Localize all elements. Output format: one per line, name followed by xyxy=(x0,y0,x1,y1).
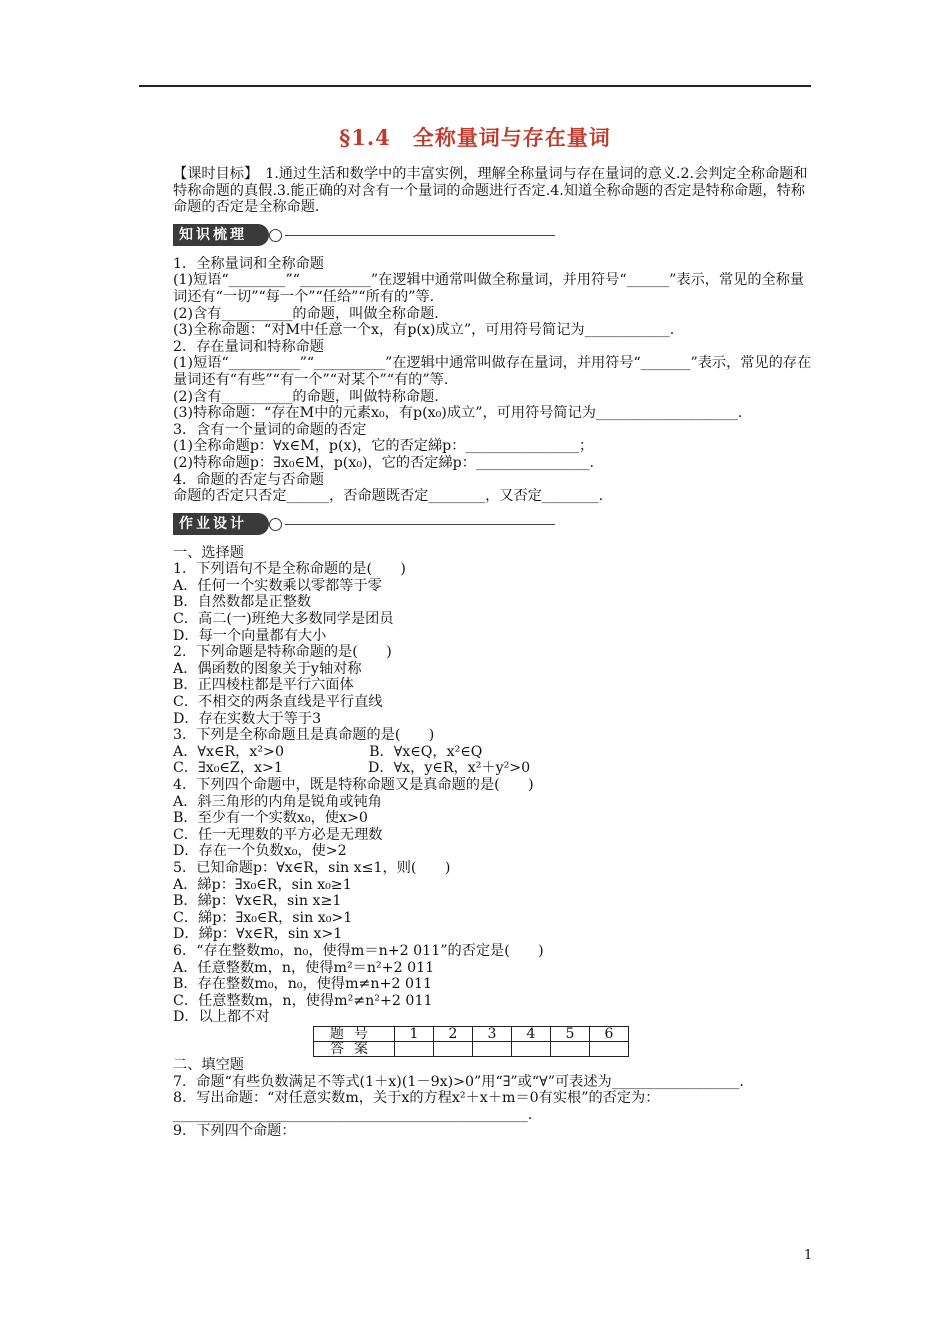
option-line: C．任一无理数的平方必是无理数 xyxy=(173,826,383,843)
question-line: 3．下列是全称命题且是真命题的是( ) xyxy=(173,727,435,744)
option-line: A．任意整数m，n，使得m²＝n²+2 011 xyxy=(173,959,435,976)
table-cell: 1 xyxy=(395,1026,434,1041)
text-line: 4．命题的否定与否命题 xyxy=(173,471,324,488)
text-line: (3)全称命题：“对M中任意一个x，有p(x)成立”，可用符号简记为____________. xyxy=(173,322,675,339)
text-line: (2)特称命题p：∃x₀∈M，p(x₀)，它的否定綈p：________________. xyxy=(173,454,594,471)
table-header-cell: 答案 xyxy=(314,1041,395,1056)
option-line: A．∀x∈R，x²>0 B．∀x∈Q，x²∈Q xyxy=(173,743,483,760)
option-line: C．綈p：∃x₀∈R，sin x₀>1 xyxy=(173,909,353,926)
header-rule xyxy=(139,85,811,87)
option-line: B．至少有一个实数x₀，使x>0 xyxy=(173,810,368,827)
text-line: 3．含有一个量词的命题的否定 xyxy=(173,421,367,438)
option-line: A．任何一个实数乘以零都等于零 xyxy=(173,577,382,594)
text-line: 2．存在量词和特称命题 xyxy=(173,338,324,355)
option-line: B．自然数都是正整数 xyxy=(173,594,312,611)
question-line: 7．命题“有些负数满足不等式(1＋x)(1－9x)>0”用“∃”或“∀”可表述为__________________. xyxy=(173,1073,744,1090)
text-line: 1．全称量词和全称命题 xyxy=(173,255,324,272)
option-line: A．綈p：∃x₀∈R，sin x₀≥1 xyxy=(173,876,352,893)
text-line: 一、选择题 xyxy=(173,544,244,561)
text-line: (1)短语“________”“__________”在逻辑中通常叫做全称量词，并用符号“______”表示，常见的全称量词还有“一切”“每一个”“任给”“所有的”等. xyxy=(173,272,805,305)
option-line: D．存在实数大于等于3 xyxy=(173,710,322,727)
answer-cell[interactable] xyxy=(473,1041,512,1056)
option-line: A．斜三角形的内角是锐角或钝角 xyxy=(173,793,382,810)
question-line: 6．“存在整数m₀，n₀，使得m＝n+2 011”的否定是( ) xyxy=(173,942,544,959)
table-row xyxy=(314,1041,629,1056)
option-line: B．正四棱柱都是平行六面体 xyxy=(173,677,354,694)
text-line: (1)全称命题p：∀x∈M，p(x)，它的否定綈p：________________； xyxy=(173,438,594,455)
text-line: 命题的否定只否定______，否命题既否定________，又否定________. xyxy=(173,488,604,505)
option-line: A．偶函数的图象关于y轴对称 xyxy=(173,660,362,677)
option-line: C．任意整数m，n，使得m²≠n²+2 011 xyxy=(173,992,433,1009)
text-line: (1)短语“__________”“__________”在逻辑中通常叫做存在量词，并用符号“_______”表示，常见的存在量词还有“有些”“有一个”“对某个”“有的”等. xyxy=(173,355,812,388)
text-line: (2)含有__________的命题，叫做全称命题. xyxy=(173,305,439,322)
option-line: B．存在整数m₀，n₀，使得m≠n+2 011 xyxy=(173,976,433,993)
main-content xyxy=(173,166,813,1140)
text-line: 二、填空题 xyxy=(173,1056,244,1073)
banner-dot-icon xyxy=(269,518,282,531)
answer-cell[interactable] xyxy=(512,1041,551,1056)
table-header-cell: 题号 xyxy=(314,1026,395,1041)
answer-cell[interactable] xyxy=(395,1041,434,1056)
option-line: D．以上都不对 xyxy=(173,1009,270,1026)
answer-cell[interactable] xyxy=(434,1041,473,1056)
question-line: 5．已知命题p：∀x∈R，sin x≤1，则( ) xyxy=(173,859,451,876)
option-line: C．高二(一)班绝大多数同学是团员 xyxy=(173,611,394,628)
option-line: B．綈p：∀x∈R，sin x≥1 xyxy=(173,893,342,910)
table-cell: 5 xyxy=(551,1026,590,1041)
answer-table xyxy=(313,1026,629,1057)
answer-cell[interactable] xyxy=(551,1041,590,1056)
table-cell: 4 xyxy=(512,1026,551,1041)
banner-dot-icon xyxy=(269,229,282,242)
question-line: 2．下列命题是特称命题的是( ) xyxy=(173,644,392,661)
text-line: (3)特称命题：“存在M中的元素x₀，有p(x₀)成立”，可用符号简记为____________________. xyxy=(173,405,743,422)
table-cell: 2 xyxy=(434,1026,473,1041)
section-banner-knowledge xyxy=(173,222,813,248)
banner-rule xyxy=(285,235,555,236)
question-line: 1．下列语句不是全称命题的是( ) xyxy=(173,561,406,578)
page-number: 1 xyxy=(804,1248,813,1263)
answer-cell[interactable] xyxy=(590,1041,629,1056)
option-line: D．綈p：∀x∈R，sin x>1 xyxy=(173,926,343,943)
question-line: 9．下列四个命题： xyxy=(173,1123,296,1140)
homework-section xyxy=(173,545,813,1140)
option-line: D．每一个向量都有大小 xyxy=(173,627,327,644)
banner-rule xyxy=(285,524,555,525)
text-line: (2)含有__________的命题，叫做特称命题. xyxy=(173,388,439,405)
question-line: 8．写出命题：“对任意实数m，关于x的方程x²＋x＋m＝0有实根”的否定为：__________________________________________________. xyxy=(173,1090,660,1123)
table-cell: 3 xyxy=(473,1026,512,1041)
objectives-paragraph: 【课时目标】 1.通过生活和数学中的丰富实例，理解全称量词与存在量词的意义.2.会判定全称命题和特称命题的真假.3.能正确的对含有一个量词的命题进行否定.4.知道全称命题的否定是特称命题，特称命题的否定是全称命题. xyxy=(173,166,808,216)
option-line: C．∃x₀∈Z，x>1 D．∀x，y∈R，x²＋y²>0 xyxy=(173,760,531,777)
question-line: 4．下列四个命题中，既是特称命题又是真命题的是( ) xyxy=(173,777,534,793)
table-cell: 6 xyxy=(590,1026,629,1041)
section-banner-homework xyxy=(173,511,813,537)
table-row xyxy=(314,1026,629,1041)
option-line: C．不相交的两条直线是平行直线 xyxy=(173,694,383,711)
page-title: §1.4 全称量词与存在量词 xyxy=(339,125,611,150)
banner-label: 作业设计 xyxy=(173,513,269,535)
knowledge-section xyxy=(173,256,813,505)
banner-label: 知识梳理 xyxy=(173,224,269,246)
option-line: D．存在一个负数x₀，使>2 xyxy=(173,843,347,860)
